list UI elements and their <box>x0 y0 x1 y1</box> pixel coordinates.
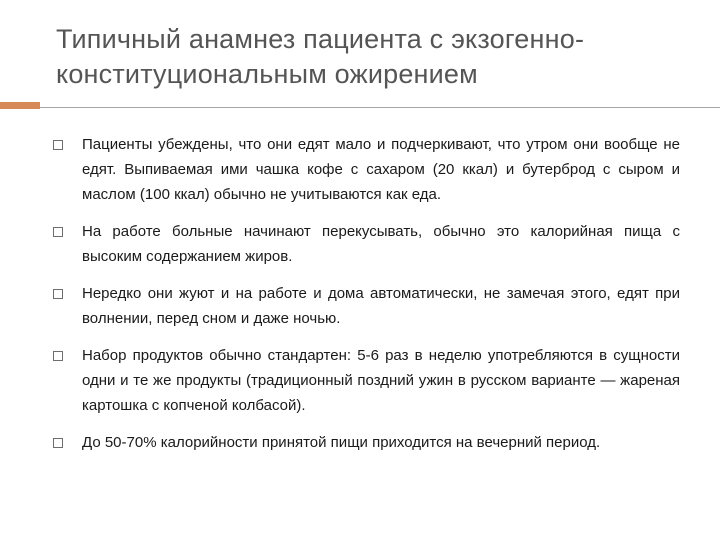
list-item <box>50 132 680 207</box>
slide-title-line-1: Типичный анамнез пациента с экзогенно- <box>56 24 585 54</box>
bullet-list <box>50 132 680 467</box>
bullet-text: На работе больные начинают перекусывать, обычно это калорийная пища с высоким содержанием жиров. <box>82 223 680 265</box>
square-bullet-icon <box>53 140 63 150</box>
bullet-text: Нередко они жуют и на работе и дома автоматически, не замечая этого, едят при волнении, перед сном и даже ночью. <box>82 285 680 327</box>
slide-title <box>56 22 696 92</box>
square-bullet-icon <box>53 438 63 448</box>
slide-title-line-2: конституциональным ожирением <box>56 59 478 89</box>
list-item <box>50 430 680 455</box>
list-item <box>50 219 680 269</box>
square-bullet-icon <box>53 289 63 299</box>
bullet-text: Пациенты убеждены, что они едят мало и подчеркивают, что утром они вообще не едят. Выпиваемая ими чашка кофе с сахаром (20 ккал) и бутерброд с сыром и маслом (100 ккал) обычно не учитываются как еда. <box>82 136 680 203</box>
list-item <box>50 281 680 331</box>
list-item <box>50 343 680 418</box>
bullet-text: Набор продуктов обычно стандартен: 5-6 раз в неделю употребляются в сущности одни и те же продукты (традиционный поздний ужин в русском варианте — жареная картошка с копченой колбасой). <box>82 347 680 414</box>
square-bullet-icon <box>53 227 63 237</box>
title-accent-bar <box>0 102 40 109</box>
title-divider <box>40 107 720 108</box>
bullet-text: До 50-70% калорийности принятой пищи приходится на вечерний период. <box>82 434 601 451</box>
square-bullet-icon <box>53 351 63 361</box>
